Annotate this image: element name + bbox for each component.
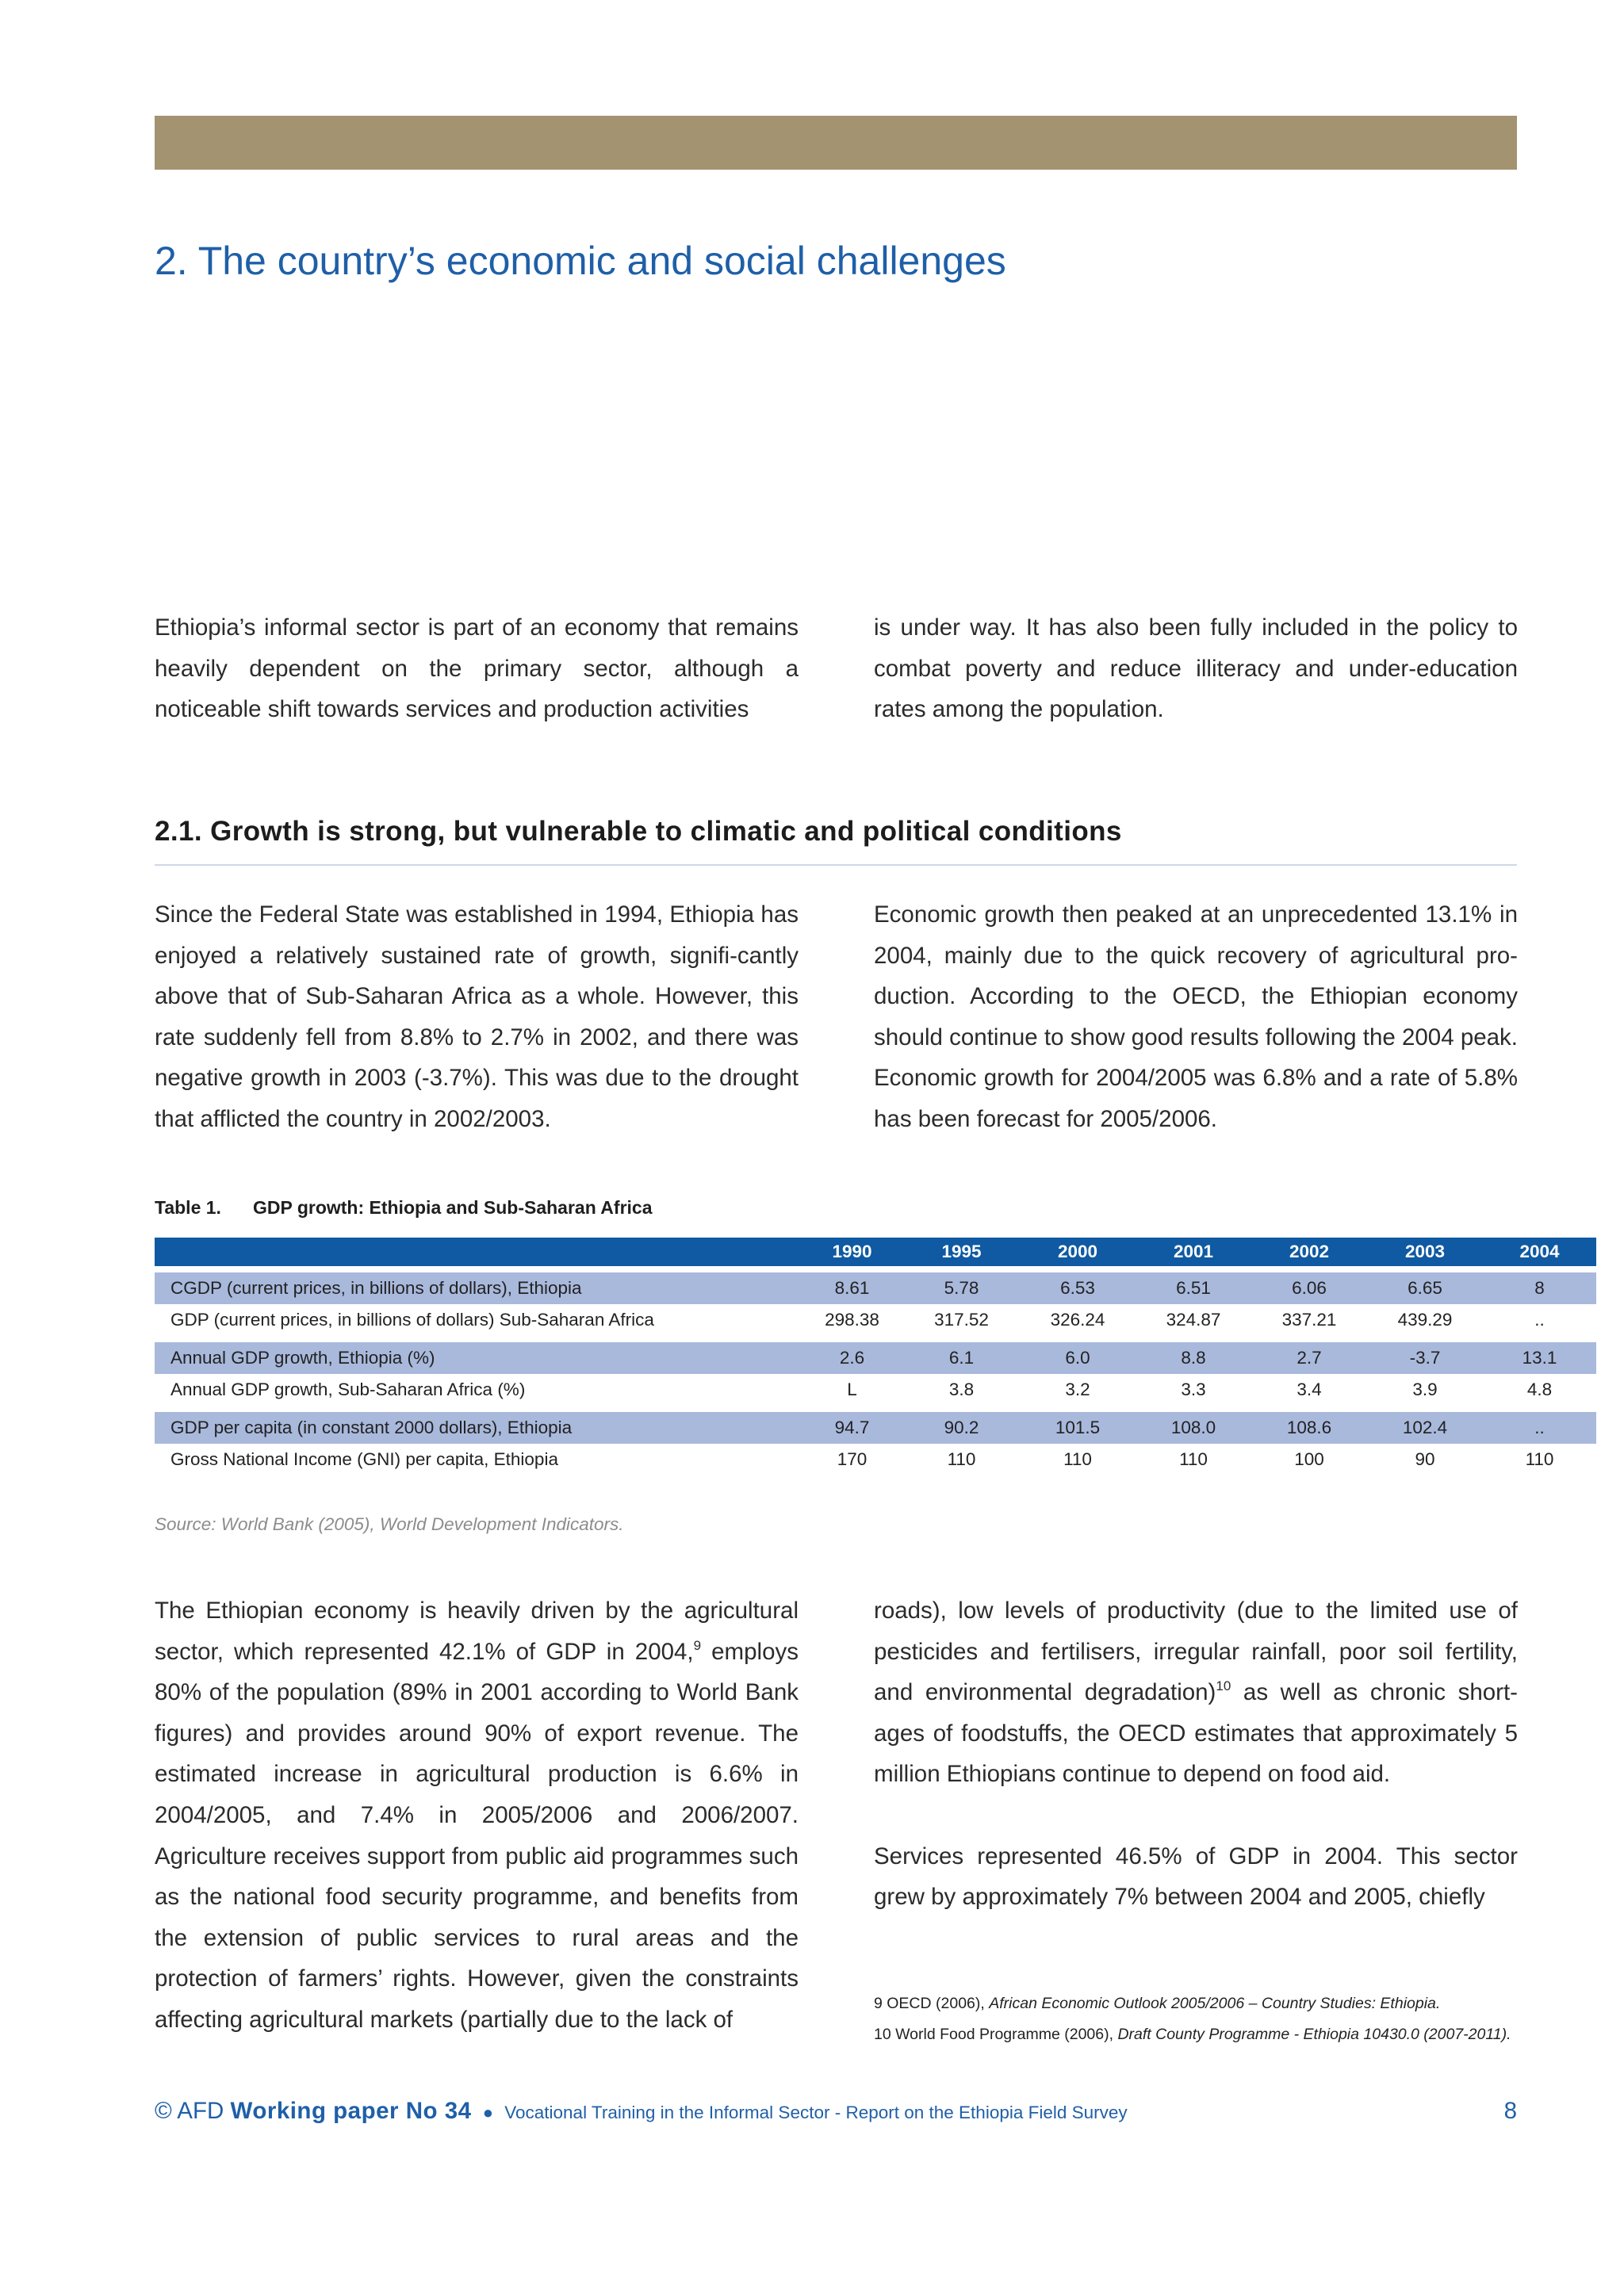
section-right-column bbox=[874, 894, 1518, 1140]
table-title: GDP growth: Ethiopia and Sub-Saharan Africa bbox=[253, 1197, 653, 1218]
footnotes bbox=[874, 1988, 1518, 2050]
footnote-ref-10[interactable]: 10 bbox=[1216, 1678, 1231, 1694]
year-header: 2000 bbox=[1020, 1238, 1136, 1266]
footer-series: Working paper No 34 bbox=[230, 2098, 472, 2124]
section-right-paragraph: Economic growth then peaked at an unprecedented 13.1% in 2004, mainly due to the quick recovery of agricultural pro-duction. According to the OECD, the Ethiopian economy should continue to show good results following the 2004 peak. Economic growth for 2004/2005 was 6.8% and a rate of 5.8% has been forecast for 2005/2006. bbox=[874, 901, 1518, 1132]
table-cell: 8.8 bbox=[1136, 1342, 1251, 1374]
table-cell: 6.06 bbox=[1251, 1272, 1367, 1304]
table-row bbox=[155, 1444, 1596, 1475]
table-cell: 108.0 bbox=[1136, 1412, 1251, 1444]
table-cell: 101.5 bbox=[1020, 1412, 1136, 1444]
row-spacer bbox=[155, 1336, 1596, 1342]
table-cell: L bbox=[847, 1380, 857, 1399]
section-divider bbox=[155, 864, 1517, 866]
table-cell: 3.9 bbox=[1412, 1380, 1438, 1399]
table-caption bbox=[155, 1197, 653, 1219]
footnote-title: Draft County Programme - Ethiopia 10430.0 (2007-2011). bbox=[1117, 2026, 1511, 2043]
table-cell: 90.2 bbox=[903, 1412, 1020, 1444]
body-right-text-a: roads), low levels of productivity (due to the limited use of pesticides and fertilisers, irregular rainfall, poor soil fertility, and environmental degradation) bbox=[874, 1598, 1518, 1706]
table-cell: 110 bbox=[1063, 1449, 1092, 1469]
table-cell: 110 bbox=[947, 1449, 976, 1469]
table-cell: 110 bbox=[1179, 1449, 1208, 1469]
section-left-column bbox=[155, 894, 799, 1140]
page-number: 8 bbox=[1503, 2098, 1517, 2124]
table-cell: 324.87 bbox=[1166, 1310, 1221, 1330]
row-label: CGDP (current prices, in billions of dollars), Ethiopia bbox=[155, 1272, 801, 1304]
table-row bbox=[155, 1272, 1596, 1304]
table-cell: 8 bbox=[1483, 1272, 1596, 1304]
table-cell: 2.6 bbox=[801, 1342, 903, 1374]
chapter-title: 2. The country’s economic and social challenges bbox=[155, 239, 1006, 283]
body-left-paragraph bbox=[155, 1590, 799, 2041]
body-left-column bbox=[155, 1590, 799, 2041]
table-cell: 3.4 bbox=[1297, 1380, 1322, 1399]
table-cell: 13.1 bbox=[1483, 1342, 1596, 1374]
table-cell: -3.7 bbox=[1367, 1342, 1483, 1374]
table-cell: 2.7 bbox=[1251, 1342, 1367, 1374]
table-cell: .. bbox=[1483, 1412, 1596, 1444]
table-cell: 3.2 bbox=[1065, 1380, 1090, 1399]
year-header: 2002 bbox=[1251, 1238, 1367, 1266]
body-right-paragraph-2: Services represented 46.5% of GDP in 2004. This sector grew by approximately 7% between 2004 and 2005, chiefly bbox=[874, 1843, 1518, 1911]
table-cell: .. bbox=[1534, 1310, 1545, 1330]
intro-left-paragraph: Ethiopia’s informal sector is part of an economy that remains heavily dependent on the primary sector, although a noticeable shift towards services and production activities bbox=[155, 614, 799, 723]
body-right-column bbox=[874, 1590, 1518, 1918]
row-spacer bbox=[155, 1266, 1596, 1272]
year-header: 2003 bbox=[1367, 1238, 1483, 1266]
year-header: 1990 bbox=[801, 1238, 903, 1266]
footnote-prefix: 10 World Food Programme (2006), bbox=[874, 2026, 1118, 2043]
table-row bbox=[155, 1304, 1596, 1336]
row-label: Gross National Income (GNI) per capita, Ethiopia bbox=[170, 1449, 558, 1469]
table-cell: 6.1 bbox=[903, 1342, 1020, 1374]
body-left-text-a: The Ethiopian economy is heavily driven by the agricultural sector, which represented 42.1% of GDP in 2004, bbox=[155, 1598, 799, 1665]
table-row bbox=[155, 1374, 1596, 1406]
table-row bbox=[155, 1342, 1596, 1374]
table-cell: 170 bbox=[837, 1449, 868, 1469]
year-header: 2004 bbox=[1483, 1238, 1596, 1266]
year-header: 2001 bbox=[1136, 1238, 1251, 1266]
table-cell: 3.8 bbox=[948, 1380, 975, 1399]
table-cell: 94.7 bbox=[801, 1412, 903, 1444]
header-bar bbox=[155, 116, 1517, 170]
intro-left-column bbox=[155, 607, 799, 730]
row-spacer bbox=[155, 1406, 1596, 1412]
table-cell: 6.0 bbox=[1020, 1342, 1136, 1374]
footnote-ref-9[interactable]: 9 bbox=[693, 1637, 702, 1653]
footnote-10 bbox=[874, 2019, 1518, 2050]
table-cell: 110 bbox=[1525, 1449, 1554, 1469]
table-header-row bbox=[155, 1238, 1596, 1266]
table-number: Table 1. bbox=[155, 1197, 221, 1218]
body-left-text-b: employs 80% of the population (89% in 2001 according to World Bank figures) and provides around 90% of export revenue. The estimated increase in agricultural production is 6.6% in 2004/2005, and 7.4% in 2005/2006 and 2006/2007. Agriculture receives support from public aid programmes such as the national food security programme, and benefits from the extension of public services to rural areas and the protection of farmers’ rights. However, given the constraints affecting agricultural markets (partially due to the lack of bbox=[155, 1638, 799, 2033]
table-cell: 6.51 bbox=[1136, 1272, 1251, 1304]
table-cell: 6.65 bbox=[1367, 1272, 1483, 1304]
body-right-paragraph-1 bbox=[874, 1590, 1518, 1795]
table-cell: 439.29 bbox=[1397, 1310, 1453, 1330]
page-footer bbox=[155, 2098, 1517, 2131]
table-row bbox=[155, 1412, 1596, 1444]
footer-copyright: © AFD bbox=[155, 2098, 224, 2124]
header-blank bbox=[155, 1238, 801, 1266]
footnote-prefix: 9 OECD (2006), bbox=[874, 1995, 990, 2012]
table-cell: 108.6 bbox=[1251, 1412, 1367, 1444]
table-cell: 5.78 bbox=[903, 1272, 1020, 1304]
footer-subtitle: Vocational Training in the Informal Sector - Report on the Ethiopia Field Survey bbox=[504, 2103, 1128, 2122]
table-cell: 326.24 bbox=[1050, 1310, 1105, 1330]
table-cell: 317.52 bbox=[934, 1310, 989, 1330]
section-left-paragraph: Since the Federal State was established in 1994, Ethiopia has enjoyed a relatively sustained rate of growth, signifi-cantly above that of Sub-Saharan Africa as a whole. However, this rate suddenly fell from 8.8% to 2.7% in 2002, and there was negative growth in 2003 (-3.7%). This was due to the drought that afflicted the country in 2002/2003. bbox=[155, 901, 799, 1132]
body-right-text-b: as well as chronic short-ages of foodstuffs, the OECD estimates that approximately 5 million Ethiopians continue to depend on food aid. bbox=[874, 1679, 1518, 1788]
table-cell: 102.4 bbox=[1367, 1412, 1483, 1444]
footnote-title: African Economic Outlook 2005/2006 – Country Studies: Ethiopia. bbox=[989, 1995, 1441, 2012]
section-heading: 2.1. Growth is strong, but vulnerable to climatic and political conditions bbox=[155, 816, 1122, 847]
gdp-table bbox=[155, 1238, 1596, 1475]
table-cell: 298.38 bbox=[825, 1310, 879, 1330]
intro-right-paragraph: is under way. It has also been fully included in the policy to combat poverty and reduce illiteracy and under-education rates among the population. bbox=[874, 614, 1518, 723]
row-label: GDP (current prices, in billions of dollars) Sub-Saharan Africa bbox=[170, 1310, 654, 1330]
table-cell: 90 bbox=[1415, 1449, 1435, 1469]
table-cell: 337.21 bbox=[1281, 1310, 1337, 1330]
footer-bullet-icon: ● bbox=[482, 2103, 494, 2122]
table-cell: 4.8 bbox=[1526, 1380, 1553, 1399]
table-cell: 6.53 bbox=[1020, 1272, 1136, 1304]
table-cell: 3.3 bbox=[1181, 1380, 1206, 1399]
row-label: Annual GDP growth, Sub-Saharan Africa (%) bbox=[170, 1380, 526, 1399]
row-label: Annual GDP growth, Ethiopia (%) bbox=[155, 1342, 801, 1374]
table-source: Source: World Bank (2005), World Development Indicators. bbox=[155, 1514, 624, 1534]
row-label: GDP per capita (in constant 2000 dollars), Ethiopia bbox=[155, 1412, 801, 1444]
year-header: 1995 bbox=[903, 1238, 1020, 1266]
table-cell: 8.61 bbox=[801, 1272, 903, 1304]
table-cell: 100 bbox=[1294, 1449, 1324, 1469]
intro-right-column bbox=[874, 607, 1518, 730]
footnote-9 bbox=[874, 1988, 1518, 2019]
